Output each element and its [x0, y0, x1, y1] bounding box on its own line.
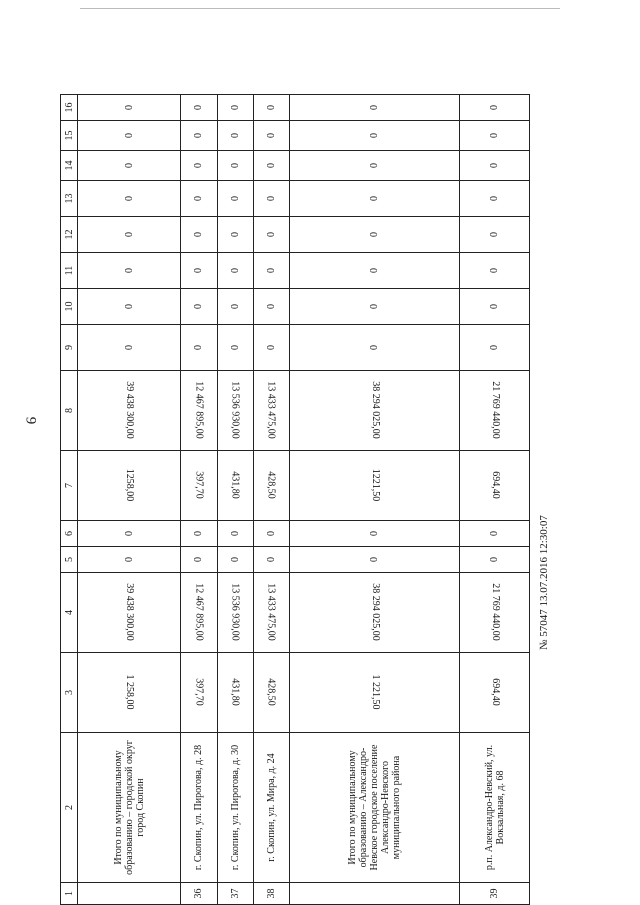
value-cell: 694,40 [460, 451, 530, 521]
page-number: 9 [22, 416, 39, 425]
value-cell: 0 [253, 121, 289, 151]
value-cell: 0 [78, 289, 181, 325]
column-header-4: 4 [61, 573, 78, 653]
value-cell: 431,80 [217, 451, 253, 521]
value-cell: 428,50 [253, 653, 289, 733]
column-header-1: 1 [61, 883, 78, 905]
row-number-cell [78, 883, 181, 905]
value-cell: 0 [217, 521, 253, 547]
column-header-12: 12 [61, 217, 78, 253]
address-cell: р.п. Александро-Невский, ул. Вокзальная, д. 68 [460, 733, 530, 883]
value-cell: 0 [181, 217, 217, 253]
value-cell: 0 [78, 95, 181, 121]
value-cell: 0 [290, 521, 460, 547]
table-header-row [61, 95, 78, 905]
value-cell: 0 [217, 121, 253, 151]
value-cell: 0 [78, 521, 181, 547]
value-cell: 0 [78, 325, 181, 371]
value-cell: 0 [181, 325, 217, 371]
column-header-14: 14 [61, 151, 78, 181]
value-cell: 0 [253, 181, 289, 217]
row-number-cell: 38 [253, 883, 289, 905]
value-cell: 1 258,00 [78, 653, 181, 733]
value-cell: 0 [78, 121, 181, 151]
rotated-table-sheet [60, 5, 570, 905]
value-cell: 0 [290, 253, 460, 289]
value-cell: 431,80 [217, 653, 253, 733]
column-header-11: 11 [61, 253, 78, 289]
value-cell: 0 [217, 289, 253, 325]
value-cell: 428,50 [253, 451, 289, 521]
value-cell: 0 [253, 151, 289, 181]
value-cell: 0 [78, 217, 181, 253]
value-cell: 21 769 440,00 [460, 371, 530, 451]
value-cell: 0 [217, 547, 253, 573]
row-number-cell: 36 [181, 883, 217, 905]
value-cell: 0 [181, 253, 217, 289]
value-cell: 0 [217, 253, 253, 289]
value-cell: 0 [460, 547, 530, 573]
value-cell: 0 [290, 121, 460, 151]
column-header-3: 3 [61, 653, 78, 733]
value-cell: 0 [78, 547, 181, 573]
value-cell: 0 [290, 325, 460, 371]
value-cell: 0 [217, 181, 253, 217]
value-cell: 13 433 475,00 [253, 371, 289, 451]
column-header-13: 13 [61, 181, 78, 217]
value-cell: 38 294 025,00 [290, 573, 460, 653]
value-cell: 0 [460, 181, 530, 217]
value-cell: 0 [78, 253, 181, 289]
column-header-16: 16 [61, 95, 78, 121]
value-cell: 0 [253, 521, 289, 547]
value-cell: 0 [253, 217, 289, 253]
value-cell: 0 [217, 95, 253, 121]
value-cell: 0 [78, 151, 181, 181]
value-cell: 0 [460, 289, 530, 325]
value-cell: 0 [460, 121, 530, 151]
value-cell: 0 [460, 217, 530, 253]
value-cell: 1258,00 [78, 451, 181, 521]
value-cell: 13 536 930,00 [217, 371, 253, 451]
address-cell: Итого по муниципальному образованию – Александро-Невское городское поселение Александро-Невского муниципального района [290, 733, 460, 883]
table-row [460, 95, 530, 905]
column-header-9: 9 [61, 325, 78, 371]
value-cell: 21 769 440,00 [460, 573, 530, 653]
value-cell: 0 [181, 289, 217, 325]
value-cell: 0 [290, 547, 460, 573]
column-header-7: 7 [61, 451, 78, 521]
value-cell: 397,70 [181, 653, 217, 733]
table-body [78, 95, 530, 905]
column-header-8: 8 [61, 371, 78, 451]
value-cell: 694,40 [460, 653, 530, 733]
value-cell: 0 [290, 217, 460, 253]
value-cell: 0 [181, 151, 217, 181]
data-table [60, 94, 530, 905]
value-cell: 0 [290, 95, 460, 121]
table-row [217, 95, 253, 905]
column-header-10: 10 [61, 289, 78, 325]
value-cell: 0 [253, 95, 289, 121]
value-cell: 13 536 930,00 [217, 573, 253, 653]
footer-stamp-text: № 57047 13.07.2016 12:30:07 [538, 515, 550, 650]
value-cell: 0 [181, 95, 217, 121]
column-header-5: 5 [61, 547, 78, 573]
value-cell: 12 467 895,00 [181, 371, 217, 451]
value-cell: 0 [78, 181, 181, 217]
value-cell: 38 294 025,00 [290, 371, 460, 451]
row-number-cell: 37 [217, 883, 253, 905]
column-header-2: 2 [61, 733, 78, 883]
value-cell: 0 [460, 521, 530, 547]
value-cell: 0 [290, 289, 460, 325]
value-cell: 0 [460, 95, 530, 121]
value-cell: 39 438 300,00 [78, 371, 181, 451]
value-cell: 0 [181, 547, 217, 573]
value-cell: 0 [290, 181, 460, 217]
value-cell: 1 221,50 [290, 653, 460, 733]
address-cell: г. Скопин, ул. Мира, д. 24 [253, 733, 289, 883]
value-cell: 0 [290, 151, 460, 181]
row-number-cell: 39 [460, 883, 530, 905]
value-cell: 0 [253, 325, 289, 371]
value-cell: 1221,50 [290, 451, 460, 521]
address-cell: г. Скопин, ул. Пирогова, д. 30 [217, 733, 253, 883]
value-cell: 0 [217, 325, 253, 371]
value-cell: 0 [217, 151, 253, 181]
value-cell: 0 [460, 253, 530, 289]
value-cell: 12 467 895,00 [181, 573, 217, 653]
value-cell: 0 [253, 289, 289, 325]
row-number-cell [290, 883, 460, 905]
value-cell: 0 [181, 521, 217, 547]
value-cell: 0 [253, 547, 289, 573]
table-row [181, 95, 217, 905]
value-cell: 0 [460, 151, 530, 181]
column-header-15: 15 [61, 121, 78, 151]
value-cell: 0 [217, 217, 253, 253]
column-header-6: 6 [61, 521, 78, 547]
value-cell: 0 [460, 325, 530, 371]
value-cell: 13 433 475,00 [253, 573, 289, 653]
value-cell: 0 [181, 181, 217, 217]
value-cell: 39 438 300,00 [78, 573, 181, 653]
table-row [290, 95, 460, 905]
address-cell: Итого по муниципальному образованию – городской округ город Скопин [78, 733, 181, 883]
value-cell: 0 [253, 253, 289, 289]
address-cell: г. Скопин, ул. Пирогова, д. 28 [181, 733, 217, 883]
value-cell: 397,70 [181, 451, 217, 521]
table-row [253, 95, 289, 905]
value-cell: 0 [181, 121, 217, 151]
table-row [78, 95, 181, 905]
